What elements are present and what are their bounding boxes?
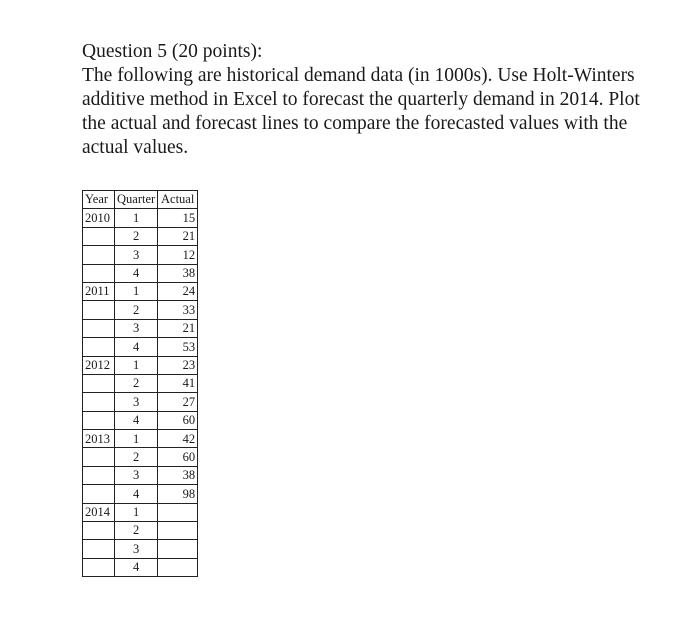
table-row	[83, 282, 198, 300]
table-row	[83, 411, 198, 429]
cell-quarter: 2	[115, 448, 158, 466]
cell-quarter: 4	[115, 264, 158, 282]
table-row	[83, 540, 198, 558]
cell-quarter: 3	[115, 466, 158, 484]
table-row	[83, 227, 198, 245]
table-row	[83, 466, 198, 484]
cell-year	[83, 246, 115, 264]
cell-year	[83, 485, 115, 503]
cell-year: 2012	[83, 356, 115, 374]
cell-actual: 21	[158, 319, 198, 337]
cell-year	[83, 319, 115, 337]
cell-year	[83, 264, 115, 282]
table-row	[83, 393, 198, 411]
cell-year: 2010	[83, 209, 115, 227]
demand-table	[82, 190, 198, 577]
cell-quarter: 1	[115, 356, 158, 374]
cell-actual: 60	[158, 411, 198, 429]
table-row	[83, 448, 198, 466]
table-row	[83, 485, 198, 503]
cell-actual	[158, 522, 198, 540]
table-row	[83, 503, 198, 521]
table-row	[83, 558, 198, 576]
table-row	[83, 319, 198, 337]
cell-actual	[158, 558, 198, 576]
cell-quarter: 2	[115, 374, 158, 392]
cell-actual: 12	[158, 246, 198, 264]
cell-actual	[158, 503, 198, 521]
cell-quarter: 4	[115, 411, 158, 429]
cell-quarter: 4	[115, 558, 158, 576]
cell-quarter: 1	[115, 282, 158, 300]
cell-actual: 38	[158, 264, 198, 282]
cell-year	[83, 466, 115, 484]
cell-actual: 41	[158, 374, 198, 392]
cell-actual: 24	[158, 282, 198, 300]
cell-year	[83, 393, 115, 411]
question-heading: Question 5 (20 points):	[82, 41, 263, 62]
header-actual: Actual	[158, 191, 198, 209]
cell-actual: 60	[158, 448, 198, 466]
cell-actual: 38	[158, 466, 198, 484]
cell-year	[83, 411, 115, 429]
cell-actual: 27	[158, 393, 198, 411]
question-text: The following are historical demand data (in 1000s). Use Holt-Winters additive method in Excel to forecast the quarterly demand in 2014. Plot the actual and forecast lines to compare the forecasted values with the actual values.	[82, 65, 640, 158]
cell-year: 2014	[83, 503, 115, 521]
cell-quarter: 3	[115, 393, 158, 411]
cell-actual: 23	[158, 356, 198, 374]
header-quarter: Quarter	[115, 191, 158, 209]
cell-actual	[158, 540, 198, 558]
table-row	[83, 246, 198, 264]
cell-year	[83, 227, 115, 245]
cell-actual: 33	[158, 301, 198, 319]
cell-year	[83, 374, 115, 392]
cell-year	[83, 338, 115, 356]
cell-year	[83, 540, 115, 558]
table-header-row	[83, 191, 198, 209]
cell-year: 2011	[83, 282, 115, 300]
cell-quarter: 4	[115, 485, 158, 503]
table-row	[83, 338, 198, 356]
table-row	[83, 522, 198, 540]
table-row	[83, 264, 198, 282]
cell-actual: 21	[158, 227, 198, 245]
cell-quarter: 3	[115, 246, 158, 264]
cell-quarter: 1	[115, 503, 158, 521]
cell-actual: 15	[158, 209, 198, 227]
cell-actual: 42	[158, 430, 198, 448]
cell-quarter: 1	[115, 430, 158, 448]
cell-year	[83, 301, 115, 319]
table-row	[83, 430, 198, 448]
cell-quarter: 4	[115, 338, 158, 356]
cell-year	[83, 448, 115, 466]
cell-quarter: 2	[115, 301, 158, 319]
cell-year	[83, 522, 115, 540]
cell-year: 2013	[83, 430, 115, 448]
table-row	[83, 374, 198, 392]
cell-actual: 98	[158, 485, 198, 503]
table-row	[83, 209, 198, 227]
question-block	[82, 40, 642, 160]
cell-quarter: 2	[115, 227, 158, 245]
table-body	[83, 209, 198, 577]
cell-quarter: 1	[115, 209, 158, 227]
cell-actual: 53	[158, 338, 198, 356]
cell-quarter: 2	[115, 522, 158, 540]
cell-year	[83, 558, 115, 576]
table-row	[83, 301, 198, 319]
cell-quarter: 3	[115, 540, 158, 558]
header-year: Year	[83, 191, 115, 209]
cell-quarter: 3	[115, 319, 158, 337]
table-row	[83, 356, 198, 374]
